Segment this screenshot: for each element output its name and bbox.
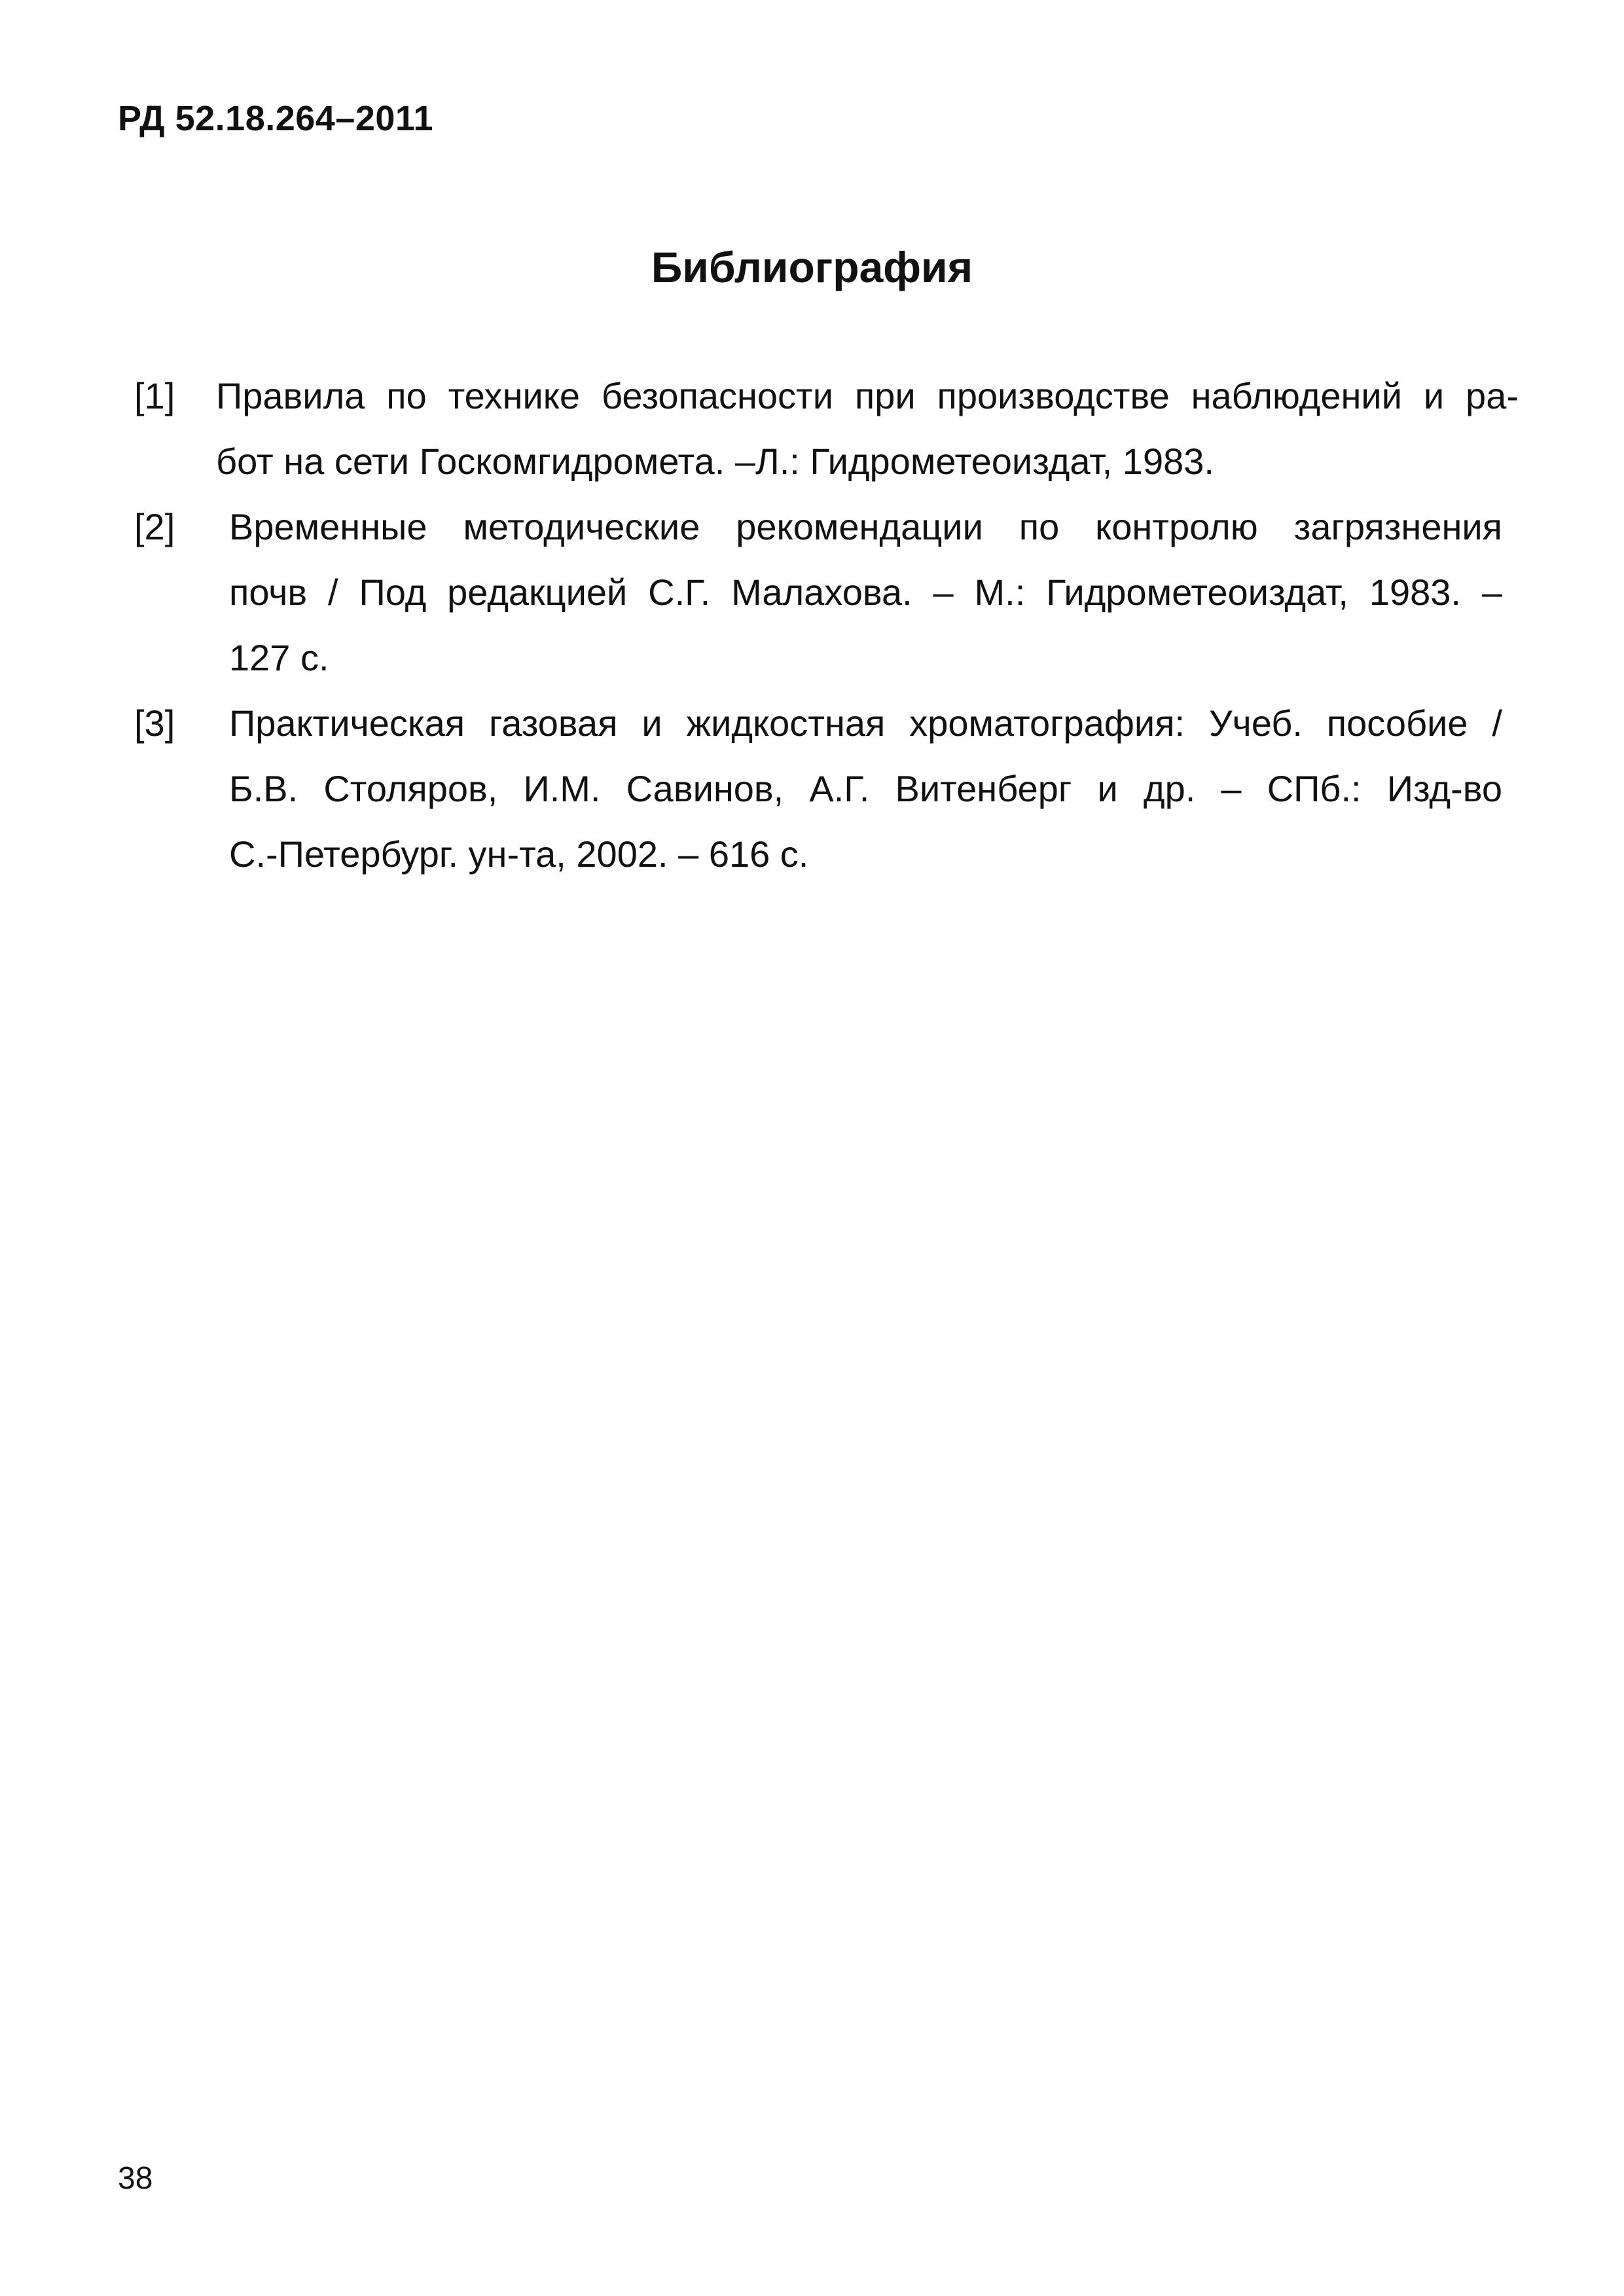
reference-line: С.-Петербург. ун-та, 2002. – 616 с. bbox=[229, 833, 809, 875]
reference-number: [2] bbox=[134, 506, 175, 547]
reference-line: Правила по технике безопасности при производстве наблюдений и ра- bbox=[216, 375, 1519, 416]
reference-line: 127 с. bbox=[229, 637, 329, 678]
reference-line: Практическая газовая и жидкостная хроматография: Учеб. пособие / bbox=[229, 702, 1502, 744]
reference-line: Б.В. Столяров, И.М. Савинов, А.Г. Витенберг и др. – СПб.: Изд-во bbox=[229, 768, 1502, 809]
reference-number: [3] bbox=[134, 702, 175, 744]
reference-line: почв / Под редакцией С.Г. Малахова. – М.: Гидрометеоиздат, 1983. – bbox=[229, 572, 1502, 613]
reference-line: бот на сети Госкомгидромета. –Л.: Гидрометеоиздат, 1983. bbox=[216, 441, 1214, 482]
reference-line: Временные методические рекомендации по контролю загрязнения bbox=[229, 506, 1502, 547]
document-code: РД 52.18.264–2011 bbox=[118, 99, 434, 138]
page-number: 38 bbox=[118, 2161, 153, 2196]
reference-number: [1] bbox=[134, 375, 175, 416]
page-title: Библиография bbox=[651, 243, 973, 291]
